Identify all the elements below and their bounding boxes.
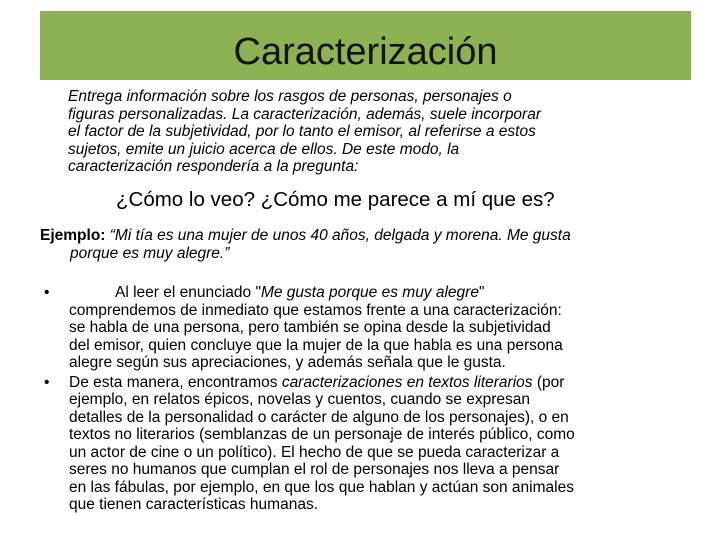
guiding-question: ¿Cómo lo veo? ¿Cómo me parece a mí que es? xyxy=(116,188,555,211)
title-bar xyxy=(40,11,691,80)
intro-line: el factor de la subjetividad, por lo tanto el emisor, al referirse a estos xyxy=(68,123,536,140)
bullet-line: un actor de cine o un político). El hecho de que se pueda caracterizar a xyxy=(69,443,560,461)
bullet-marker: • xyxy=(44,284,50,301)
intro-line: Entrega información sobre los rasgos de personas, personajes o xyxy=(68,88,512,105)
intro-line: caracterización respondería a la pregunta: xyxy=(68,158,359,175)
bullet-emphasis: caracterizaciones en textos literarios xyxy=(281,373,533,391)
intro-line: figuras personalizadas. La caracterización, además, suele incorporar xyxy=(68,105,541,123)
bullet-line: detalles de la personalidad o carácter de alguno de los personajes), o en xyxy=(69,408,569,426)
bullet-text: De esta manera, encontramos xyxy=(69,373,282,391)
example-text-line1: “Mi tía es una mujer de unos 40 años, delgada y morena. Me gusta xyxy=(105,227,571,244)
bullet-item xyxy=(44,374,674,514)
bullet-line: se habla de una persona, pero también se opina desde la subjetividad xyxy=(69,319,551,336)
bullet-line: del emisor, quien concluye que la mujer de la que habla es una persona xyxy=(69,336,563,354)
bullet-item xyxy=(44,284,674,372)
bullet-text: (por xyxy=(532,373,565,391)
bullet-line: alegre según sus apreciaciones, y además señala que le gusta. xyxy=(69,354,506,371)
bullet-line: ejemplo, en relatos épicos, novelas y cuentos, cuando se expresan xyxy=(69,391,530,408)
bullet-text: Al leer el enunciado " xyxy=(115,284,261,301)
bullet-line: textos no literarios (semblanzas de un personaje de interés público, como xyxy=(69,426,575,443)
intro-line: sujetos, emite un juicio acerca de ellos. De este modo, la xyxy=(68,140,460,158)
bullet-emphasis: Me gusta porque es muy alegre xyxy=(260,284,479,301)
bullet-line: que tienen características humanas. xyxy=(69,496,318,513)
bullet-list xyxy=(44,284,674,516)
bullet-text: " xyxy=(478,284,485,301)
bullet-marker: • xyxy=(44,373,50,391)
example-text-line2: porque es muy alegre.” xyxy=(70,244,230,262)
slide-title: Caracterización xyxy=(233,31,498,73)
bullet-line: seres no humanos que cumplan el rol de personajes nos lleva a pensar xyxy=(69,461,560,478)
bullet-line: en las fábulas, por ejemplo, en que los que hablan y actúan son animales xyxy=(69,478,574,496)
bullet-line: comprendemos de inmediato que estamos frente a una caracterización: xyxy=(69,301,562,319)
intro-paragraph xyxy=(68,88,643,176)
example-label: Ejemplo: xyxy=(40,227,106,244)
example-block xyxy=(40,227,680,262)
